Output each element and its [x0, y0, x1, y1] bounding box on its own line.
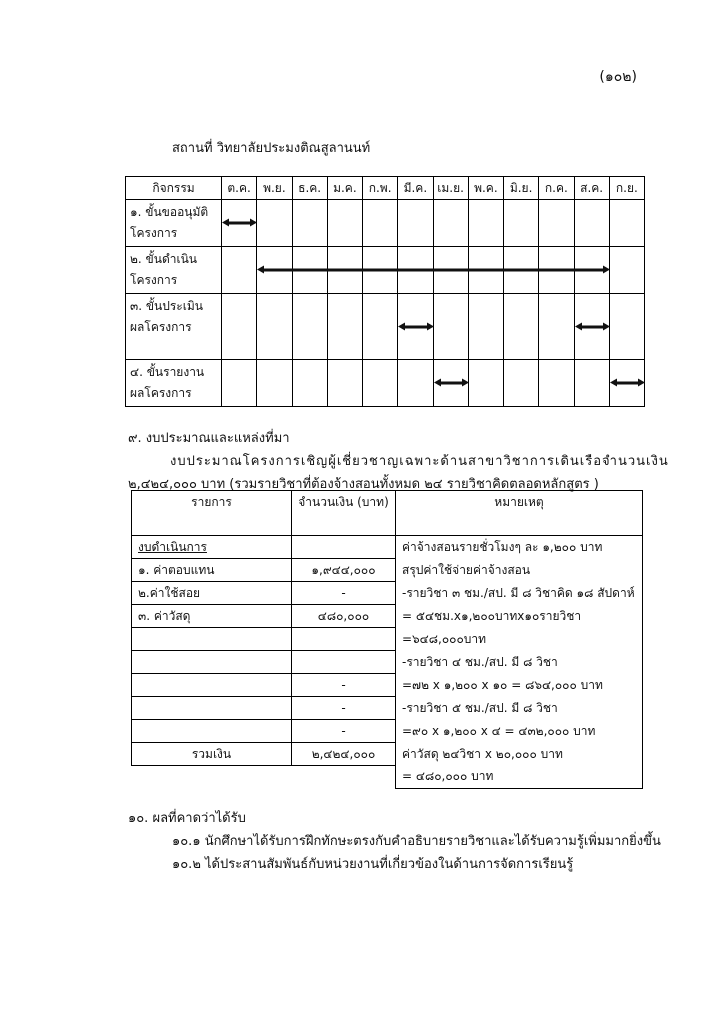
schedule-month-cell	[574, 247, 609, 294]
budget-note: =๙๐ x ๑,๒๐๐ x ๔ = ๔๓๒,๐๐๐ บาท	[396, 720, 643, 743]
budget-item	[132, 628, 292, 651]
budget-amount	[292, 628, 396, 651]
schedule-header-activity: กิจกรรม	[126, 177, 222, 200]
budget-note: -รายวิชา ๕ ชม./สป. มี ๘ วิชา	[396, 697, 643, 720]
schedule-month-cell	[539, 360, 574, 407]
section9-paragraph-line1: งบประมาณโครงการเชิญผู้เชี่ยวชาญเฉพาะด้านสาขาวิชาการเดินเรือจำนวนเงิน	[170, 454, 669, 469]
section10-title: ๑๐. ผลที่คาดว่าได้รับ	[128, 811, 246, 826]
schedule-month-cell	[257, 294, 292, 360]
budget-row	[132, 536, 643, 559]
budget-header-note: หมายเหตุ	[396, 491, 643, 536]
budget-note: สรุปค่าใช้จ่ายค่าจ้างสอน	[396, 559, 643, 582]
schedule-month-cell	[257, 200, 292, 247]
schedule-header-month: เม.ย.	[433, 177, 468, 200]
budget-item: ๑. ค่าตอบแทน	[132, 559, 292, 582]
budget-item: ๓. ค่าวัสดุ	[132, 605, 292, 628]
schedule-table	[125, 176, 645, 407]
budget-row	[132, 582, 643, 605]
schedule-month-cell	[539, 200, 574, 247]
budget-note: -รายวิชา ๔ ชม./สป. มี ๘ วิชา	[396, 651, 643, 674]
schedule-month-cell	[539, 294, 574, 360]
schedule-activity: ๑. ขั้นขออนุมัติโครงการ	[126, 200, 222, 247]
schedule-month-cell	[292, 360, 327, 407]
budget-item: ๒.ค่าใช้สอย	[132, 582, 292, 605]
budget-amount: ๑,๙๔๔,๐๐๐	[292, 559, 396, 582]
budget-row	[132, 605, 643, 628]
budget-note: = ๔๘๐,๐๐๐ บาท	[396, 766, 643, 789]
budget-amount: -	[292, 582, 396, 605]
schedule-header-month: มี.ค.	[398, 177, 433, 200]
schedule-timeline-bar	[440, 382, 463, 385]
budget-amount	[292, 651, 396, 674]
budget-header-item: รายการ	[132, 491, 292, 536]
schedule-month-cell	[468, 247, 503, 294]
schedule-row	[126, 294, 645, 360]
schedule-month-cell	[257, 247, 292, 294]
schedule-header-month: พ.ย.	[257, 177, 292, 200]
schedule-activity: ๒. ขั้นดำเนินโครงการ	[126, 247, 222, 294]
budget-item	[132, 697, 292, 720]
budget-item	[132, 766, 292, 789]
schedule-month-cell	[433, 247, 468, 294]
schedule-header-month: ธ.ค.	[292, 177, 327, 200]
budget-note: = ๕๔ชม.x๑,๒๐๐บาทx๑๐รายวิชา	[396, 605, 643, 628]
section10-item1: ๑๐.๑ นักศึกษาได้รับการฝึกทักษะตรงกับคำอธิบายรายวิชาและได้รับความรู้เพิ่มมากยิ่งขึ้น	[172, 834, 661, 849]
budget-amount: -	[292, 720, 396, 743]
budget-item: รวมเงิน	[132, 743, 292, 766]
budget-note: ค่าจ้างสอนรายชั่วโมงๆ ละ ๑,๒๐๐ บาท	[396, 536, 643, 559]
budget-amount	[292, 766, 396, 789]
budget-header-row	[132, 491, 643, 536]
budget-note: ค่าวัสดุ ๒๔วิชา x ๒๐,๐๐๐ บาท	[396, 743, 643, 766]
schedule-month-cell	[574, 200, 609, 247]
schedule-month-cell	[292, 294, 327, 360]
schedule-activity: ๔. ขั้นรายงานผลโครงการ	[126, 360, 222, 407]
schedule-activity: ๓. ขั้นประเมินผลโครงการ	[126, 294, 222, 360]
budget-row	[132, 766, 643, 789]
budget-note: =๖๔๘,๐๐๐บาท	[396, 628, 643, 651]
schedule-month-cell	[468, 360, 503, 407]
schedule-month-cell	[504, 294, 539, 360]
budget-item: งบดำเนินการ	[132, 536, 292, 559]
budget-row	[132, 559, 643, 582]
schedule-row	[126, 200, 645, 247]
schedule-month-cell	[363, 247, 398, 294]
schedule-month-cell	[327, 360, 362, 407]
budget-amount: ๒,๔๒๔,๐๐๐	[292, 743, 396, 766]
budget-row	[132, 674, 643, 697]
budget-amount: -	[292, 697, 396, 720]
schedule-month-cell	[609, 200, 644, 247]
budget-row	[132, 628, 643, 651]
schedule-month-cell	[363, 294, 398, 360]
budget-amount	[292, 536, 396, 559]
schedule-month-cell	[292, 247, 327, 294]
schedule-month-cell	[468, 200, 503, 247]
schedule-month-cell	[504, 360, 539, 407]
schedule-month-cell	[574, 360, 609, 407]
schedule-month-cell	[222, 200, 257, 247]
schedule-month-cell	[609, 294, 644, 360]
budget-item	[132, 674, 292, 697]
budget-row	[132, 651, 643, 674]
schedule-month-cell	[363, 360, 398, 407]
schedule-header-month: มิ.ย.	[504, 177, 539, 200]
schedule-header-month: ก.ย.	[609, 177, 644, 200]
schedule-month-cell	[398, 247, 433, 294]
schedule-month-cell	[609, 360, 644, 407]
schedule-month-cell	[504, 247, 539, 294]
schedule-header-month: ก.ค.	[539, 177, 574, 200]
schedule-header-month: ก.พ.	[363, 177, 398, 200]
schedule-month-cell	[327, 200, 362, 247]
schedule-timeline-bar	[404, 325, 427, 328]
section9-title: ๙. งบประมาณและแหล่งที่มา	[128, 431, 290, 446]
budget-row	[132, 720, 643, 743]
schedule-month-cell	[433, 200, 468, 247]
budget-row	[132, 697, 643, 720]
budget-row	[132, 743, 643, 766]
schedule-month-cell	[398, 200, 433, 247]
budget-item	[132, 651, 292, 674]
schedule-month-cell	[222, 360, 257, 407]
schedule-month-cell	[257, 360, 292, 407]
schedule-timeline-bar	[581, 325, 604, 328]
page-number: (๑๐๒)	[599, 69, 637, 85]
schedule-header-row	[126, 177, 645, 200]
budget-amount: ๔๘๐,๐๐๐	[292, 605, 396, 628]
schedule-month-cell	[398, 360, 433, 407]
schedule-month-cell	[574, 294, 609, 360]
schedule-timeline-bar	[228, 222, 251, 225]
schedule-timeline-bar	[616, 382, 639, 385]
section9-paragraph-line2: ๒,๔๒๔,๐๐๐ บาท (รวมรายวิชาที่ต้องจ้างสอนทั้งหมด ๒๔ รายวิชาคิดตลอดหลักสูตร )	[128, 477, 599, 492]
budget-note: =๗๒ x ๑,๒๐๐ x ๑๐ = ๘๖๔,๐๐๐ บาท	[396, 674, 643, 697]
location-text: สถานที่ วิทยาลัยประมงติณสูลานนท์	[172, 141, 371, 156]
schedule-month-cell	[222, 294, 257, 360]
schedule-header-month: ส.ค.	[574, 177, 609, 200]
schedule-row	[126, 247, 645, 294]
schedule-month-cell	[433, 294, 468, 360]
schedule-month-cell	[222, 247, 257, 294]
schedule-month-cell	[504, 200, 539, 247]
budget-header-amount: จำนวนเงิน (บาท)	[292, 491, 396, 536]
budget-amount: -	[292, 674, 396, 697]
schedule-month-cell	[433, 360, 468, 407]
schedule-header-month: ต.ค.	[222, 177, 257, 200]
schedule-header-month: ม.ค.	[327, 177, 362, 200]
schedule-month-cell	[292, 200, 327, 247]
budget-table	[131, 490, 643, 789]
schedule-month-cell	[327, 247, 362, 294]
schedule-month-cell	[609, 247, 644, 294]
schedule-month-cell	[539, 247, 574, 294]
schedule-month-cell	[363, 200, 398, 247]
schedule-row	[126, 360, 645, 407]
schedule-month-cell	[398, 294, 433, 360]
schedule-month-cell	[468, 294, 503, 360]
section10-item2: ๑๐.๒ ได้ประสานสัมพันธ์กับหน่วยงานที่เกี่ยวข้องในด้านการจัดการเรียนรู้	[172, 857, 574, 872]
schedule-month-cell	[327, 294, 362, 360]
budget-note: -รายวิชา ๓ ชม./สป. มี ๘ วิชาคิด ๑๘ สัปดาห์	[396, 582, 643, 605]
budget-item	[132, 720, 292, 743]
schedule-header-month: พ.ค.	[468, 177, 503, 200]
